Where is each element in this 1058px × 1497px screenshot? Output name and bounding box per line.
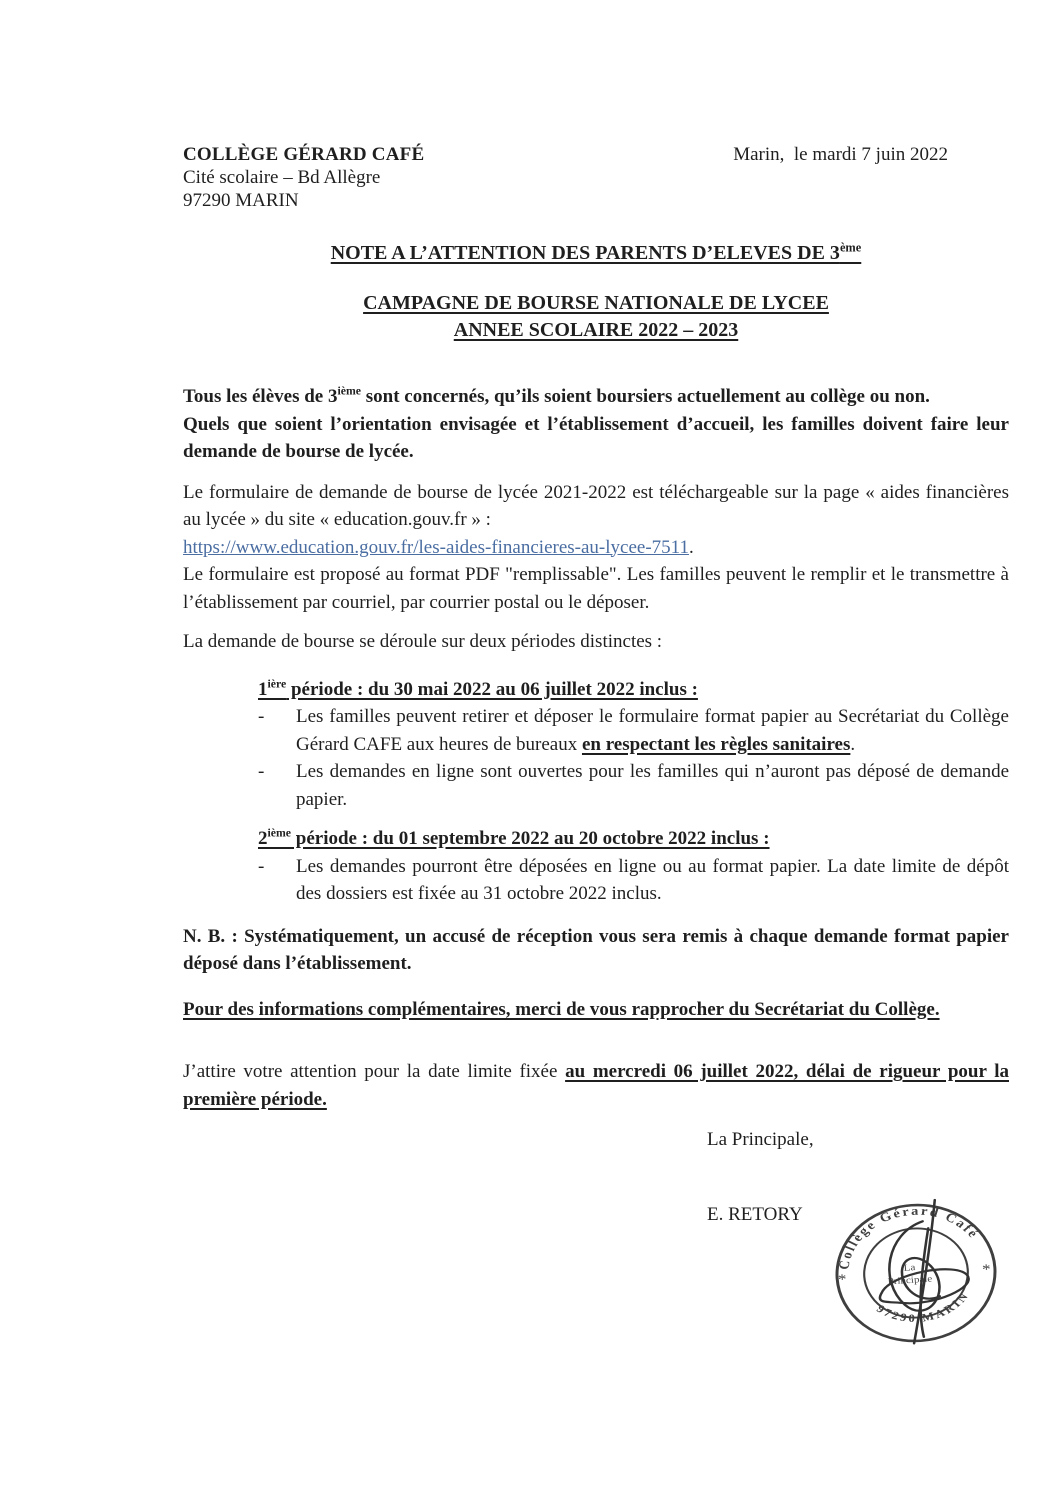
note-title <box>183 240 1009 266</box>
period1-bullet1-normal: Les familles peuvent retirer et déposer le formulaire format papier au Secrétariat du Collège Gérard CAFE aux heures de bureaux <box>296 706 1009 755</box>
paragraph-concerned-superscript: ième <box>337 384 361 398</box>
stamp-text-top: Collège Gérard Café <box>835 1203 983 1271</box>
attention-deadline-text: au mercredi 06 juillet 2022, délai de rigueur pour la première période. <box>183 1061 1009 1110</box>
stamp-text-bottom: 97290 MARIN <box>873 1288 973 1325</box>
school-name: COLLÈGE GÉRARD CAFÉ <box>183 144 425 165</box>
school-stamp <box>826 1194 1006 1352</box>
stamp-star-left: * <box>837 1271 848 1288</box>
letterhead <box>183 143 1009 212</box>
period1-bullet1 <box>258 703 1009 758</box>
school-address-line1: Cité scolaire – Bd Allègre <box>183 167 381 188</box>
paragraph-orientation: Quels que soient l’orientation envisagée et l’établissement d’accueil, les familles doivent faire leur demande de bourse de lycée. <box>183 413 1009 462</box>
date-line: Marin, le mardi 7 juin 2022 <box>733 144 948 165</box>
stamp-star-right: * <box>981 1261 992 1278</box>
note-title-main: NOTE A L’ATTENTION DES PARENTS D’ELEVES DE 3 <box>330 242 840 264</box>
paragraph-formulaire <box>183 479 1009 617</box>
link-period: . <box>688 536 694 558</box>
period1-dates: période : du 30 mai 2022 au 06 juillet 2022 inclus : <box>286 678 698 700</box>
school-block <box>183 143 424 212</box>
period2-bullet1-text: Les demandes pourront être déposées en ligne ou au format papier. La date limite de dépôt des dossiers est fixée au 31 octobre 2022 inclus. <box>296 855 1009 904</box>
signature-name: E. RETORY <box>707 1204 803 1225</box>
signature-role: La Principale, <box>707 1129 814 1150</box>
period1-bullet1-end: . <box>850 733 856 755</box>
period2-heading <box>258 825 1009 853</box>
period1-bullet1-emphasis: en respectant les règles sanitaires <box>581 733 851 755</box>
period1-superscript: ière <box>267 677 287 691</box>
period1-heading <box>258 676 1009 704</box>
paragraph-formulaire-pdf: Le formulaire est proposé au format PDF "remplissable". Les familles peuvent le remplir et le transmettre à l’établissement par courriel, par courrier postal ou le déposer. <box>183 564 1009 613</box>
bullet-dash: - <box>258 761 265 782</box>
bullet-dash: - <box>258 855 265 877</box>
stamp-svg <box>826 1194 1006 1352</box>
period1-number: 1 <box>258 678 268 700</box>
stamp-inner-line1: La <box>903 1262 916 1274</box>
campaign-title-block <box>183 290 1009 344</box>
period2-number: 2 <box>258 828 268 849</box>
paragraph-concerned <box>183 383 1009 411</box>
period1-heading-text <box>258 679 698 700</box>
note-title-text <box>331 242 862 264</box>
attention-note <box>183 1058 1009 1113</box>
paragraph-periodes: La demande de bourse se déroule sur deux périodes distinctes : <box>183 631 663 652</box>
period2-heading-text <box>258 828 770 849</box>
period1-bullet2 <box>258 758 1009 813</box>
attention-normal-text: J’attire votre attention pour la date limite fixée <box>183 1061 566 1082</box>
note-title-superscript: ème <box>839 240 862 255</box>
bourse-aid-link[interactable]: https://www.education.gouv.fr/les-aides-financieres-au-lycee-7511 <box>183 536 689 558</box>
period2-bullet1 <box>258 853 1009 908</box>
period1-bullet2-text: Les demandes en ligne sont ouvertes pour les familles qui n’auront pas déposé de demande papier. <box>296 761 1009 810</box>
paragraph-formulaire-intro: Le formulaire de demande de bourse de lycée 2021-2022 est téléchargeable sur la page « aides financières au lycée » du site « education.gouv.fr » : <box>183 481 1009 530</box>
campaign-title: CAMPAGNE DE BOURSE NATIONALE DE LYCEE <box>363 292 829 314</box>
school-address-line2: 97290 MARIN <box>183 190 299 211</box>
info-note-text: Pour des informations complémentaires, merci de vous rapprocher du Secrétariat du Collège. <box>183 998 940 1020</box>
year-title: ANNEE SCOLAIRE 2022 – 2023 <box>453 319 739 341</box>
stamp-inner-line2: Principale <box>887 1274 933 1288</box>
paragraph-concerned-text: Tous les élèves de 3 <box>183 386 338 407</box>
period2-dates: période : du 01 septembre 2022 au 20 octobre 2022 inclus : <box>291 828 770 849</box>
period2-superscript: ième <box>267 826 292 840</box>
nb-note: N. B. : Systématiquement, un accusé de réception vous sera remis à chaque demande format papier déposé dans l’établissement. <box>183 925 1009 974</box>
bullet-dash: - <box>258 706 265 727</box>
info-note <box>183 996 1009 1024</box>
period1-bullet1-text <box>296 703 1009 758</box>
paragraph-concerned-rest: sont concernés, qu’ils soient boursiers actuellement au collège ou non. <box>360 386 930 407</box>
